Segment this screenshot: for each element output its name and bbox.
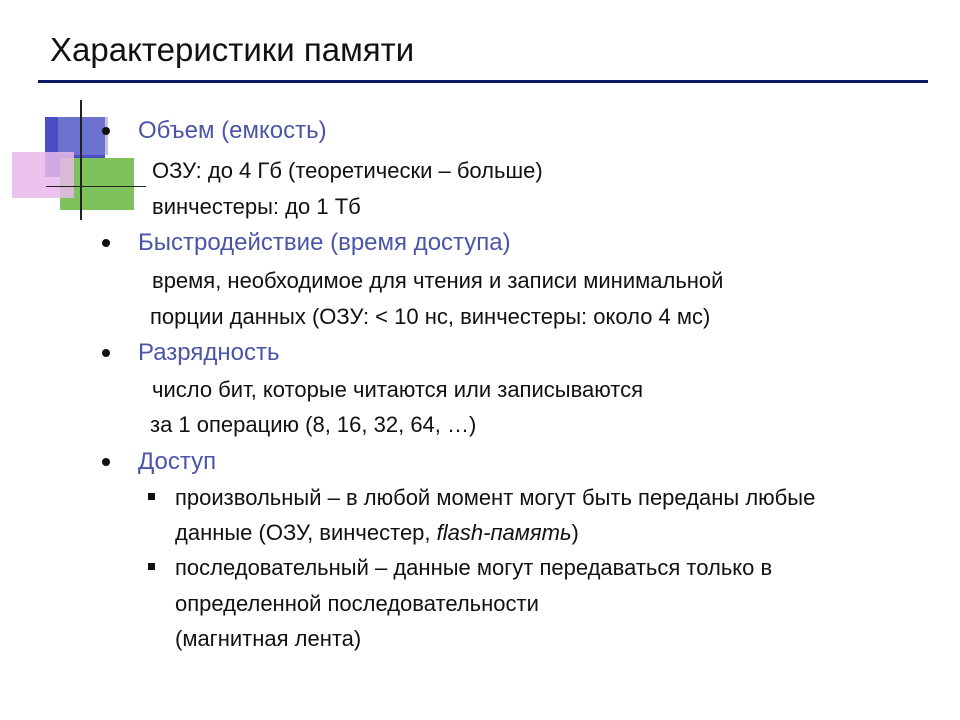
bullet-dot-icon	[102, 127, 110, 135]
deco-violet-square	[58, 117, 108, 155]
section-heading-access: Доступ	[138, 448, 217, 475]
subitem-text: данные (ОЗУ, винчестер,	[175, 520, 437, 545]
body-line: винчестеры: до 1 Тб	[152, 194, 361, 219]
deco-vertical-line	[80, 100, 82, 220]
bullet-dot-icon	[102, 458, 110, 466]
slide-title: Характеристики памяти	[50, 31, 415, 68]
section-heading-capacity: Объем (емкость)	[138, 117, 327, 144]
subitem-italic-text: flash-память	[436, 520, 572, 545]
subitem-line: произвольный – в любой момент могут быть переданы любые	[175, 485, 816, 510]
subitem-line: последовательный – данные могут передаваться только в	[175, 555, 773, 580]
body-line: время, необходимое для чтения и записи минимальной	[152, 268, 724, 293]
body-line: ОЗУ: до 4 Гб (теоретически – больше)	[152, 158, 543, 183]
subitem-line	[175, 519, 579, 547]
deco-pink-square	[12, 152, 74, 198]
bullet-square-icon	[148, 563, 155, 570]
bullet-dot-icon	[102, 349, 110, 357]
subitem-text: )	[571, 520, 579, 545]
subitem-line: (магнитная лента)	[175, 626, 362, 651]
bullet-square-icon	[148, 493, 155, 500]
decorative-squares	[0, 100, 150, 220]
deco-horizontal-line	[46, 186, 146, 187]
section-heading-bit-width: Разрядность	[138, 339, 280, 366]
title-underline	[38, 80, 928, 83]
body-line: за 1 операцию (8, 16, 32, 64, …)	[150, 412, 477, 437]
body-line: число бит, которые читаются или записываются	[152, 377, 644, 402]
section-heading-speed: Быстродействие (время доступа)	[138, 229, 511, 256]
bullet-dot-icon	[102, 239, 110, 247]
subitem-line: определенной последовательности	[175, 591, 539, 616]
body-line: порции данных (ОЗУ: < 10 нс, винчестеры: около 4 мс)	[150, 304, 711, 329]
